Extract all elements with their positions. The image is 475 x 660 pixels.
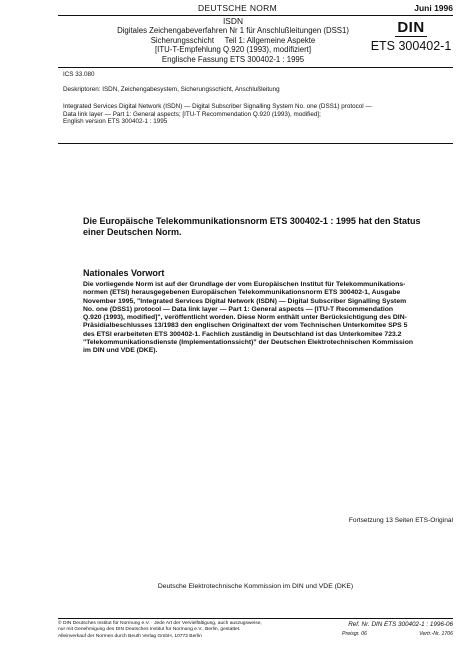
din-logo: DIN: [397, 19, 425, 36]
vorwort-heading: Nationales Vorwort: [83, 268, 165, 278]
title-line: ISDN: [222, 16, 243, 26]
vorwort-line: normen (ETSI) herausgegebenen Europäischen Telekommunikationsnorm ETS 300402-1, Ausgabe: [83, 289, 401, 297]
vorwort-line: des ETSI erarbeiteten ETS 300402-1. Fachlich zuständig in Deutschland ist das Unterkomitee 723.2: [83, 330, 402, 338]
title-line: Englische Fassung ETS 300402-1 : 1995: [161, 54, 305, 64]
german-title: [108, 17, 358, 64]
meta-divider: [58, 143, 453, 144]
vorwort-line: im DIN und VDE (DKE).: [83, 347, 158, 355]
vorwort-line: "Telekommunikationsdienste (Implementationssicht)" der Deutschen Elektrotechnischen Kommission: [83, 339, 413, 347]
document-type-label: DEUTSCHE NORM: [198, 3, 277, 13]
vorwort-line: No. one (DSS1) protocol — Data link layer — Part 1: General aspects — [ITU-T Recommendation: [83, 305, 394, 313]
din-logo-underline: [395, 36, 427, 37]
top-rule: [58, 15, 453, 16]
continuation-note: Fortsetzung 13 Seiten ETS-Original: [348, 517, 453, 524]
english-title: [63, 103, 443, 126]
copyright-notice: [58, 621, 298, 640]
copyright-line: nur mit Genehmigung des DIN Deutsches Institut für Normung e.V., Berlin, gestattet.: [58, 627, 241, 633]
status-line: einer Deutschen Norm.: [83, 227, 182, 237]
english-title-line: English version ETS 300402-1 : 1995: [63, 118, 168, 126]
distribution-number: Vertr.-Nr. 1706: [419, 631, 453, 637]
reference-number: Ref. Nr. DIN ETS 300402-1 : 1996-06: [348, 621, 453, 628]
responsible-commission: Deutsche Elektrotechnische Kommission im DIN und VDE (DKE): [157, 583, 354, 590]
descriptors: Deskriptoren: ISDN, Zeichengabesystem, Sicherungsschicht, Anschlußleitung: [63, 86, 280, 93]
vorwort-line: Die vorliegende Norm ist auf der Grundlage der vom Europäischen Institut für Telekommunikations-: [83, 281, 406, 288]
ics-code: ICS 33.080: [63, 71, 95, 78]
title-line: Digitales Zeichengabeverfahren Nr 1 für Anschlußleitungen (DSS1): [117, 26, 349, 36]
price-group: Preisgr. 06: [342, 631, 367, 637]
standard-number: ETS 300402-1: [370, 39, 452, 53]
copyright-line: Alleinverkauf der Normen durch Beuth Verlag GmbH, 10772 Berlin: [58, 633, 202, 639]
vorwort-line: Präsidialbeschlusses 13/1983 den englischen Originaltext der vom Technischen Unterkomitee SPS 5: [83, 322, 408, 330]
english-title-line: Integrated Services Digital Network (ISDN) — Digital Subscriber Signalling System No. one (DSS1) protocol —: [63, 103, 372, 110]
footer-divider: [58, 618, 453, 619]
title-line: Sicherungsschicht Teil 1: Allgemeine Aspekte: [150, 35, 316, 45]
copyright-line: © DIN Deutsches Institut für Normung e.V. · Jede Art der Vervielfältigung, auch auszugsweise,: [58, 621, 262, 626]
english-title-line: Data link layer — Part 1: General aspects; [ITU-T Recommendation Q.920 (1993), modified];: [63, 110, 321, 118]
status-statement: [83, 216, 453, 238]
status-line: Die Europäische Telekommunikationsnorm ETS 300402-1 : 1995 hat den Status: [83, 216, 421, 226]
publication-date: Juni 1996: [414, 3, 453, 13]
din-standard-box: [369, 20, 453, 53]
vorwort-line: November 1995, "Integrated Services Digital Network (ISDN) — Digital Subscriber Signalling System: [83, 297, 407, 305]
header-divider: [58, 67, 453, 68]
vorwort-line: Q.920 (1993), modified]", veröffentlicht worden. Diese Norm enthält unter Berücksichtigung des DIN-: [83, 314, 407, 322]
title-line: [ITU-T-Empfehlung Q.920 (1993), modifiziert]: [155, 45, 311, 55]
vorwort-text: [83, 281, 455, 356]
